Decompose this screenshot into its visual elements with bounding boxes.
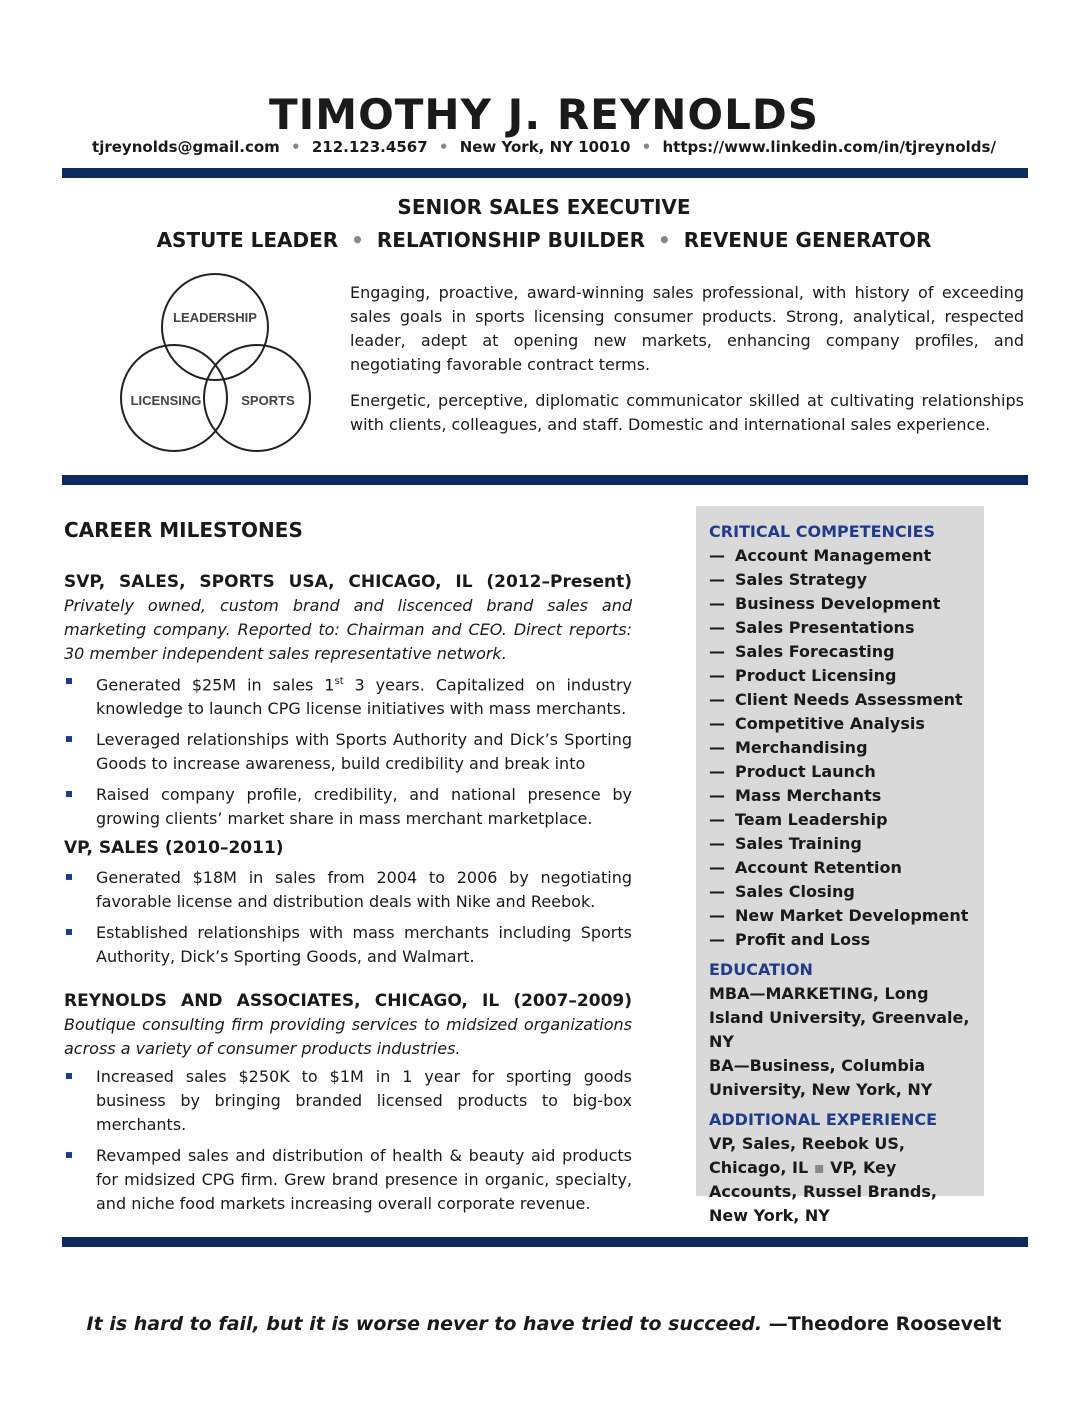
competency-label: Business Development: [735, 594, 941, 613]
competency-item: [709, 712, 979, 736]
bullet-icon: [66, 929, 72, 935]
dash-marker: —: [709, 882, 725, 901]
location: New York, NY 10010: [459, 138, 631, 156]
list-item: Revamped sales and distribution of health & beauty aid products for midsized CPG firm. Grew brand presence in organic, specialty, and niche food markets increasing overall corporate revenue.: [64, 1144, 632, 1216]
competency-label: Product Licensing: [735, 666, 897, 685]
dash-marker: —: [709, 762, 725, 781]
divider-rule: [62, 1237, 1028, 1247]
competency-item: [709, 592, 979, 616]
dash-marker: —: [709, 930, 725, 949]
education-item: BA—Business, Columbia University, New York, NY: [709, 1056, 933, 1099]
headline-title: SENIOR SALES EXECUTIVE: [397, 195, 691, 219]
trait: ASTUTE LEADER: [156, 228, 339, 252]
list-item: Raised company profile, credibility, and national presence by growing clients’ market share in mass merchant marketplace.: [64, 783, 632, 831]
dash-marker: —: [709, 858, 725, 877]
list-item: Generated $25M in sales 1st 3 years. Capitalized on industry knowledge to launch CPG license initiatives with mass merchants.: [64, 670, 632, 721]
quote-author: —Theodore Roosevelt: [768, 1313, 1002, 1335]
list-item: Generated $18M in sales from 2004 to 2006 by negotiating favorable license and distribution deals with Nike and Reebok.: [64, 866, 632, 914]
competency-label: Competitive Analysis: [735, 714, 925, 733]
job-bullets: [64, 670, 632, 831]
venn-label-leadership: LEADERSHIP: [173, 310, 257, 325]
separator: •: [641, 138, 652, 156]
list-item: Increased sales $250K to $1M in 1 year for sporting goods business by bringing branded licensed products to big-box merchants.: [64, 1065, 632, 1137]
dash-marker: —: [709, 594, 725, 613]
job-description: Boutique consulting firm providing services to midsized organizations across a variety of consumer products industries.: [64, 1015, 632, 1058]
dash-marker: —: [709, 906, 725, 925]
bullet-icon: [66, 1152, 72, 1158]
separator: •: [291, 138, 301, 156]
competency-item: [709, 880, 979, 904]
competencies-title: CRITICAL COMPETENCIES: [709, 522, 936, 541]
venn-label-sports: SPORTS: [241, 393, 295, 408]
dash-marker: —: [709, 834, 725, 853]
competency-label: Sales Strategy: [735, 570, 867, 589]
competencies-list: [709, 544, 979, 952]
competency-item: [709, 760, 979, 784]
bullet-icon: [66, 791, 72, 797]
job-title: REYNOLDS AND ASSOCIATES, CHICAGO, IL (2007–2009): [64, 991, 632, 1011]
competency-item: [709, 808, 979, 832]
quote-text: It is hard to fail, but it is worse never to have tried to succeed.: [86, 1313, 763, 1335]
section-title-career: CAREER MILESTONES: [64, 518, 303, 542]
competency-label: Product Launch: [735, 762, 876, 781]
trait: REVENUE GENERATOR: [683, 228, 932, 252]
competency-label: Sales Training: [735, 834, 862, 853]
dash-marker: —: [709, 546, 725, 565]
list-item: Leveraged relationships with Sports Authority and Dick’s Sporting Goods to increase awareness, build credibility and break into: [64, 728, 632, 776]
competency-label: New Market Development: [735, 906, 969, 925]
summary-paragraph-2: Energetic, perceptive, diplomatic communicator skilled at cultivating relationships with clients, colleagues, and staff. Domestic and international sales experience.: [350, 391, 1024, 434]
job-title: SVP, SALES, SPORTS USA, CHICAGO, IL (2012–Present): [64, 572, 632, 592]
additional-experience: VP, Sales, Reebok US, Chicago, IL ▪ VP, Key Accounts, Russel Brands, New York, NY: [709, 1134, 937, 1225]
divider-rule: [62, 168, 1028, 178]
competency-label: Sales Presentations: [735, 618, 915, 637]
competency-item: [709, 640, 979, 664]
job-header: [64, 570, 632, 666]
separator: •: [351, 228, 364, 252]
competency-label: Client Needs Assessment: [735, 690, 963, 709]
dash-marker: —: [709, 738, 725, 757]
competency-item: [709, 784, 979, 808]
education-title: EDUCATION: [709, 960, 813, 979]
separator: •: [438, 138, 449, 156]
job-description: Privately owned, custom brand and liscenced brand sales and marketing company. Reported to: Chairman and CEO. Direct reports: 30 member independent sales representative network.: [64, 596, 632, 663]
bullet-icon: [66, 736, 72, 742]
competency-item: [709, 736, 979, 760]
job-bullets: [64, 1065, 632, 1216]
competency-label: Merchandising: [735, 738, 868, 757]
list-item: Established relationships with mass merchants including Sports Authority, Dick’s Sporting Goods, and Walmart.: [64, 921, 632, 969]
job-header: [64, 989, 632, 1061]
education-item: MBA—MARKETING, Long Island University, Greenvale, NY: [709, 984, 970, 1051]
dash-marker: —: [709, 618, 725, 637]
bullet-icon: [66, 874, 72, 880]
divider-rule: [62, 475, 1028, 485]
competency-item: [709, 928, 979, 952]
contact-line: [0, 138, 1088, 156]
job-entry-2: [64, 836, 632, 976]
bullet-icon: [66, 678, 72, 684]
competency-item: [709, 904, 979, 928]
competency-label: Profit and Loss: [735, 930, 871, 949]
job-header: [64, 836, 632, 860]
trait: RELATIONSHIP BUILDER: [376, 228, 646, 252]
dash-marker: —: [709, 714, 725, 733]
separator: •: [657, 228, 671, 252]
venn-diagram: [118, 270, 318, 460]
job-entry-1: [64, 570, 632, 838]
competency-item: [709, 688, 979, 712]
job-bullets: [64, 866, 632, 969]
competency-label: Team Leadership: [735, 810, 888, 829]
venn-label-licensing: LICENSING: [130, 393, 202, 408]
resume-name: TIMOTHY J. REYNOLDS: [269, 90, 819, 139]
dash-marker: —: [709, 690, 725, 709]
dash-marker: —: [709, 666, 725, 685]
competency-item: [709, 544, 979, 568]
sidebar-panel: [696, 506, 984, 1225]
competency-item: [709, 568, 979, 592]
competency-label: Sales Closing: [735, 882, 855, 901]
competency-label: Account Management: [735, 546, 932, 565]
dash-marker: —: [709, 642, 725, 661]
competency-label: Sales Forecasting: [735, 642, 895, 661]
competency-label: Mass Merchants: [735, 786, 882, 805]
dash-marker: —: [709, 570, 725, 589]
competency-item: [709, 832, 979, 856]
headline-traits: [0, 228, 1088, 252]
quote: [0, 1313, 1088, 1335]
phone: 212.123.4567: [311, 138, 428, 156]
additional-title: ADDITIONAL EXPERIENCE: [709, 1110, 938, 1129]
dash-marker: —: [709, 786, 725, 805]
linkedin-link[interactable]: https://www.linkedin.com/in/tjreynolds/: [662, 138, 996, 156]
competency-item: [709, 616, 979, 640]
competency-item: [709, 856, 979, 880]
competency-item: [709, 664, 979, 688]
bullet-icon: [66, 1073, 72, 1079]
competency-label: Account Retention: [735, 858, 902, 877]
separator: ▪: [813, 1158, 825, 1177]
job-entry-3: [64, 989, 632, 1223]
job-title: VP, SALES (2010–2011): [64, 838, 284, 858]
dash-marker: —: [709, 810, 725, 829]
summary-paragraph-1: Engaging, proactive, award-winning sales professional, with history of exceeding sales goals in sports licensing consumer products. Strong, analytical, respected leader, adept at opening new markets, enhancing company profiles, and negotiating favorable contract terms.: [350, 283, 1024, 374]
email[interactable]: tjreynolds@gmail.com: [92, 138, 280, 156]
